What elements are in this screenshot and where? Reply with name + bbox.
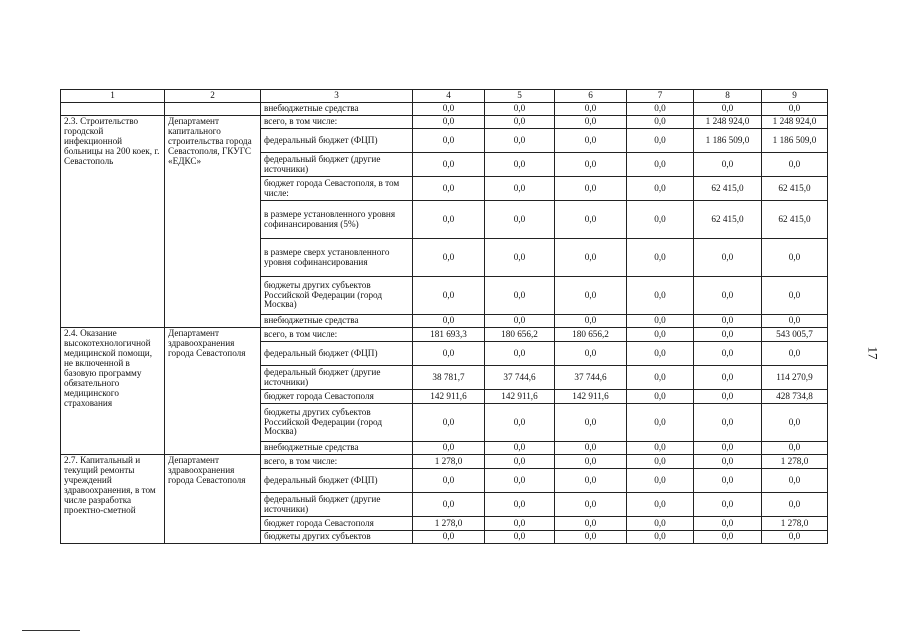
value-cell: 0,0 (694, 103, 762, 116)
value-cell: 0,0 (485, 469, 555, 493)
value-cell: 0,0 (485, 442, 555, 455)
value-cell: 62 415,0 (762, 201, 828, 239)
value-cell: 0,0 (627, 455, 694, 469)
value-cell: 0,0 (485, 342, 555, 366)
value-cell: 0,0 (413, 315, 485, 328)
value-cell: 0,0 (627, 517, 694, 531)
value-cell: 0,0 (694, 153, 762, 177)
value-cell: 0,0 (485, 201, 555, 239)
row-category: федеральный бюджет (другие источники) (261, 153, 413, 177)
value-cell: 180 656,2 (485, 328, 555, 342)
header-cell-8: 8 (694, 90, 762, 103)
row-category: всего, в том числе: (261, 455, 413, 469)
value-cell: 0,0 (627, 342, 694, 366)
value-cell: 0,0 (762, 103, 828, 116)
value-cell: 180 656,2 (555, 328, 627, 342)
row-category: бюджет города Севастополя (261, 390, 413, 404)
value-cell: 0,0 (555, 129, 627, 153)
header-cell-1: 1 (61, 90, 165, 103)
value-cell: 0,0 (694, 315, 762, 328)
value-cell: 0,0 (627, 177, 694, 201)
value-cell: 1 278,0 (413, 455, 485, 469)
value-cell: 0,0 (413, 493, 485, 517)
row-category: всего, в том числе: (261, 328, 413, 342)
row-category: всего, в том числе: (261, 116, 413, 129)
value-cell: 0,0 (627, 153, 694, 177)
value-cell: 0,0 (555, 103, 627, 116)
row-category: внебюджетные средства (261, 315, 413, 328)
row-category: федеральный бюджет (ФЦП) (261, 129, 413, 153)
value-cell: 62 415,0 (694, 177, 762, 201)
value-cell: 62 415,0 (694, 201, 762, 239)
value-cell: 0,0 (413, 103, 485, 116)
header-cell-3: 3 (261, 90, 413, 103)
value-cell: 0,0 (413, 153, 485, 177)
table-row (61, 116, 828, 129)
value-cell: 0,0 (413, 201, 485, 239)
value-cell: 0,0 (694, 455, 762, 469)
value-cell: 0,0 (555, 116, 627, 129)
value-cell: 0,0 (485, 493, 555, 517)
value-cell: 0,0 (555, 315, 627, 328)
value-cell: 0,0 (485, 153, 555, 177)
value-cell: 0,0 (694, 342, 762, 366)
header-cell-4: 4 (413, 90, 485, 103)
value-cell: 0,0 (555, 239, 627, 277)
value-cell: 0,0 (627, 277, 694, 315)
value-cell: 1 278,0 (762, 455, 828, 469)
value-cell: 0,0 (762, 342, 828, 366)
value-cell: 37 744,6 (555, 366, 627, 390)
value-cell: 1 186 509,0 (762, 129, 828, 153)
row-category: федеральный бюджет (другие источники) (261, 366, 413, 390)
value-cell: 543 005,7 (762, 328, 828, 342)
value-cell: 0,0 (694, 328, 762, 342)
value-cell: 0,0 (413, 239, 485, 277)
value-cell: 0,0 (485, 455, 555, 469)
value-cell: 0,0 (627, 328, 694, 342)
value-cell: 0,0 (762, 404, 828, 442)
row-category: внебюджетные средства (261, 103, 413, 116)
value-cell: 0,0 (485, 103, 555, 116)
value-cell: 0,0 (627, 469, 694, 493)
responsible-department: Департамент здравоохранения города Севастополя (165, 455, 261, 544)
empty-cell (165, 103, 261, 116)
value-cell: 0,0 (485, 277, 555, 315)
header-row (61, 90, 828, 103)
row-category: федеральный бюджет (ФЦП) (261, 342, 413, 366)
value-cell: 0,0 (694, 531, 762, 544)
row-category: бюджеты других субъектов (261, 531, 413, 544)
value-cell: 0,0 (485, 531, 555, 544)
value-cell: 142 911,6 (413, 390, 485, 404)
value-cell: 0,0 (413, 116, 485, 129)
value-cell: 0,0 (555, 442, 627, 455)
value-cell: 0,0 (413, 277, 485, 315)
value-cell: 0,0 (555, 455, 627, 469)
value-cell: 0,0 (485, 517, 555, 531)
value-cell: 0,0 (555, 493, 627, 517)
value-cell: 428 734,8 (762, 390, 828, 404)
budget-table (60, 89, 828, 544)
value-cell: 0,0 (627, 201, 694, 239)
value-cell: 142 911,6 (485, 390, 555, 404)
value-cell: 0,0 (413, 129, 485, 153)
value-cell: 0,0 (413, 442, 485, 455)
value-cell: 0,0 (413, 531, 485, 544)
value-cell: 0,0 (762, 315, 828, 328)
table-row (61, 328, 828, 342)
value-cell: 0,0 (485, 177, 555, 201)
value-cell: 181 693,3 (413, 328, 485, 342)
value-cell: 0,0 (555, 153, 627, 177)
value-cell: 0,0 (485, 239, 555, 277)
value-cell: 0,0 (555, 404, 627, 442)
value-cell: 0,0 (694, 390, 762, 404)
value-cell: 0,0 (694, 366, 762, 390)
value-cell: 0,0 (627, 442, 694, 455)
value-cell: 1 278,0 (762, 517, 828, 531)
value-cell: 0,0 (627, 116, 694, 129)
value-cell: 0,0 (413, 404, 485, 442)
value-cell: 0,0 (627, 531, 694, 544)
value-cell: 0,0 (762, 153, 828, 177)
value-cell: 0,0 (555, 531, 627, 544)
value-cell: 0,0 (413, 342, 485, 366)
value-cell: 0,0 (762, 469, 828, 493)
value-cell: 114 270,9 (762, 366, 828, 390)
row-category: в размере сверх установленного уровня софинансирования (261, 239, 413, 277)
row-category: бюджет города Севастополя (261, 517, 413, 531)
row-category: бюджет города Севастополя, в том числе: (261, 177, 413, 201)
row-category: бюджеты других субъектов Российской Федерации (город Москва) (261, 404, 413, 442)
value-cell: 0,0 (694, 493, 762, 517)
row-category: федеральный бюджет (ФЦП) (261, 469, 413, 493)
value-cell: 0,0 (555, 469, 627, 493)
value-cell: 0,0 (555, 517, 627, 531)
value-cell: 0,0 (413, 177, 485, 201)
value-cell: 0,0 (627, 129, 694, 153)
value-cell: 1 248 924,0 (762, 116, 828, 129)
row-category: внебюджетные средства (261, 442, 413, 455)
value-cell: 0,0 (555, 342, 627, 366)
value-cell: 0,0 (694, 469, 762, 493)
footer-rule (22, 630, 80, 631)
value-cell: 0,0 (485, 129, 555, 153)
value-cell: 0,0 (694, 442, 762, 455)
value-cell: 0,0 (555, 277, 627, 315)
value-cell: 0,0 (627, 404, 694, 442)
value-cell: 0,0 (694, 277, 762, 315)
value-cell: 0,0 (694, 517, 762, 531)
value-cell: 62 415,0 (762, 177, 828, 201)
value-cell: 0,0 (627, 315, 694, 328)
value-cell: 0,0 (485, 404, 555, 442)
table-row (61, 455, 828, 469)
value-cell: 0,0 (627, 493, 694, 517)
value-cell: 1 248 924,0 (694, 116, 762, 129)
value-cell: 0,0 (413, 469, 485, 493)
value-cell: 0,0 (555, 177, 627, 201)
responsible-department: Департамент здравоохранения города Севастополя (165, 328, 261, 455)
header-cell-7: 7 (627, 90, 694, 103)
value-cell: 0,0 (627, 390, 694, 404)
table-body (61, 90, 828, 544)
value-cell: 38 781,7 (413, 366, 485, 390)
empty-cell (61, 103, 165, 116)
row-category: бюджеты других субъектов Российской Федерации (город Москва) (261, 277, 413, 315)
row-category: в размере установленного уровня софинансирования (5%) (261, 201, 413, 239)
value-cell: 0,0 (627, 239, 694, 277)
value-cell: 0,0 (694, 404, 762, 442)
value-cell: 1 278,0 (413, 517, 485, 531)
value-cell: 0,0 (627, 103, 694, 116)
value-cell: 0,0 (762, 531, 828, 544)
header-cell-2: 2 (165, 90, 261, 103)
responsible-department: Департамент капитального строительства города Севастополя, ГКУГС «ЕДКС» (165, 116, 261, 328)
row-category: федеральный бюджет (другие источники) (261, 493, 413, 517)
value-cell: 0,0 (485, 315, 555, 328)
carryover-row (61, 103, 828, 116)
value-cell: 0,0 (762, 239, 828, 277)
value-cell: 37 744,6 (485, 366, 555, 390)
header-cell-5: 5 (485, 90, 555, 103)
value-cell: 1 186 509,0 (694, 129, 762, 153)
section-title: 2.4. Оказание высокотехнологичной медицинской помощи, не включенной в базовую программу обязательного медицинского страхования (61, 328, 165, 455)
page-number: 17 (865, 346, 881, 360)
value-cell: 0,0 (762, 277, 828, 315)
value-cell: 0,0 (555, 201, 627, 239)
value-cell: 0,0 (627, 366, 694, 390)
value-cell: 0,0 (762, 442, 828, 455)
header-cell-6: 6 (555, 90, 627, 103)
value-cell: 0,0 (485, 116, 555, 129)
value-cell: 0,0 (762, 493, 828, 517)
value-cell: 0,0 (694, 239, 762, 277)
header-cell-9: 9 (762, 90, 828, 103)
section-title: 2.7. Капитальный и текущий ремонты учреждений здравоохранения, в том числе разработка проектно-сметной (61, 455, 165, 544)
section-title: 2.3. Строительство городской инфекционной больницы на 200 коек, г. Севастополь (61, 116, 165, 328)
value-cell: 142 911,6 (555, 390, 627, 404)
